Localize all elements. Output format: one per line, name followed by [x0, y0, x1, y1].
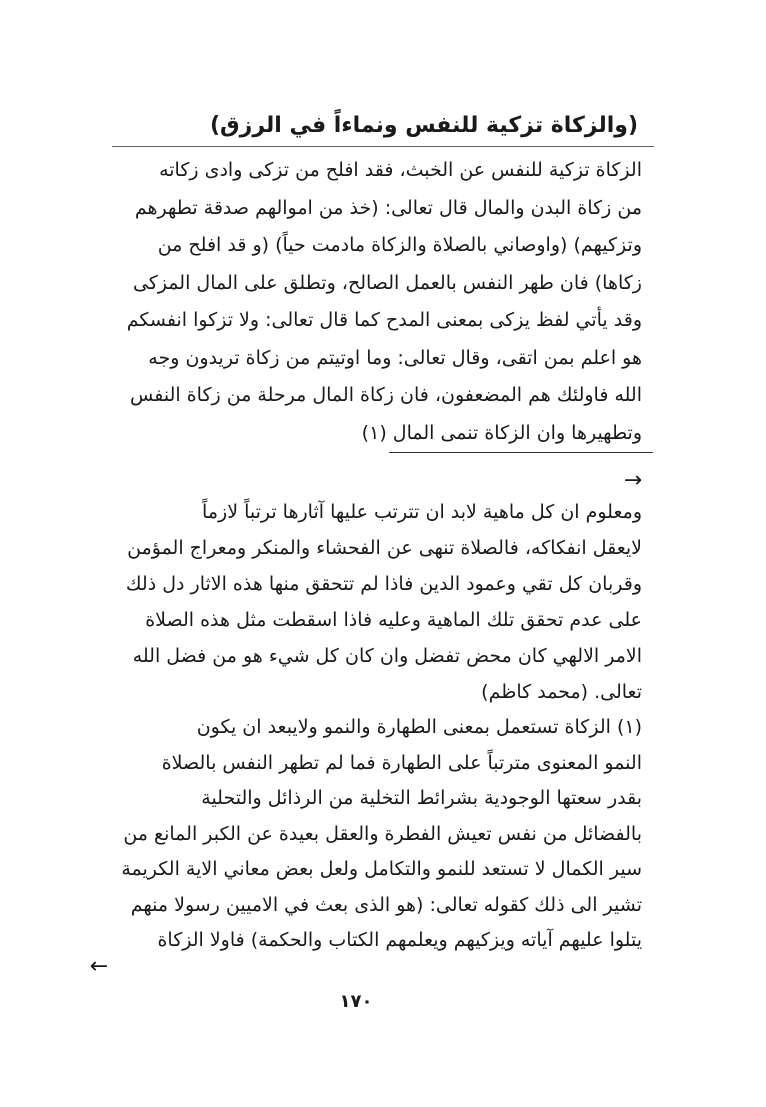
footnote-separator: [389, 452, 653, 453]
footnote-paragraph-line: يتلوا عليهم آياته ويزكيهم ويعلمهم الكتاب والحكمة) فاولا الزكاة: [157, 929, 642, 951]
page-number: ١٧٠: [339, 991, 373, 1012]
footnote-paragraph-line: بالفضائل من نفس تعيش الفطرة والعقل بعيدة عن الكبر المانع من: [123, 822, 642, 845]
footnote-paragraph-line: (١) الزكاة تستعمل بمعنى الطهارة والنمو ولايبعد ان يكون: [196, 716, 642, 738]
notes-paragraph-line: تعالى. (محمد كاظم): [481, 681, 642, 703]
notes-paragraph-line: على عدم تحقق تلك الماهية وعليه فاذا اسقطت مثل هذه الصلاة: [145, 609, 642, 631]
footnote-paragraph-line: تشير الى ذلك كقوله تعالى: (هو الذى بعث في الاميين رسولا منهم: [130, 893, 642, 916]
notes-paragraph-line: وقربان كل تقي وعمود الدين فاذا لم تتحقق منها هذه الاثار دل ذلك: [125, 573, 642, 595]
main-paragraph-line: هو اعلم بمن اتقى، وقال تعالى: وما اوتيتم من زكاة تريدون وجه: [148, 346, 642, 369]
main-paragraph-line: الزكاة تزكية للنفس عن الخبث، فقد افلح من تزكى وادى زكاته: [159, 159, 642, 181]
notes-paragraph-line: لايعقل انفكاكه، فالصلاة تنهى عن الفحشاء والمنكر ومعراج المؤمن: [127, 537, 642, 559]
main-paragraph-line: الله فاولئك هم المضعفون، فان زكاة المال مرحلة من زكاة النفس: [130, 384, 642, 406]
main-paragraph-line: زكاها) فان طهر النفس بالعمل الصالح، وتطلق على المال المزكى: [132, 271, 642, 294]
main-paragraph-line: وتزكيهم) (واوصاني بالصلاة والزكاة مادمت حياً) (و قد افلح من: [157, 234, 642, 256]
footnote-paragraph-line: النمو المعنوى مترتباً على الطهارة فما لم تطهر النفس بالصلاة: [161, 751, 642, 774]
notes-paragraph-line: الامر الالهي كان محض تفضل وان كان كل شيء هو من فضل الله: [132, 645, 642, 667]
main-paragraph-line: وتطهيرها وان الزكاة تنمى المال (١): [361, 421, 642, 444]
heading-underline: [112, 146, 654, 147]
notes-paragraph-line: ومعلوم ان كل ماهية لابد ان تترتب عليها آثارها ترتباً لازماً: [202, 501, 642, 523]
footnote-paragraph: [112, 710, 642, 959]
continuation-arrow-icon: →: [623, 468, 643, 493]
footnote-paragraph-line: سير الكمال لا تستعد للنمو والتكامل ولعل بعض معاني الاية الكريمة: [121, 858, 642, 880]
footnote-paragraph-line: بقدر سعتها الوجودية بشرائط التخلية من الرذائل والتحلية: [201, 787, 642, 809]
main-paragraph-line: من زكاة البدن والمال قال تعالى: (خذ من اموالهم صدقة تطهرهم: [134, 196, 642, 219]
main-paragraph: [112, 152, 642, 452]
notes-paragraph: [112, 494, 642, 710]
section-heading: (والزكاة تزكية للنفس ونماءاً في الرزق): [209, 113, 638, 138]
continuation-arrow-icon: ←: [89, 954, 109, 979]
main-paragraph-line: وقد يأتي لفظ يزكى بمعنى المدح كما قال تعالى: ولا تزكوا انفسكم: [126, 309, 642, 331]
